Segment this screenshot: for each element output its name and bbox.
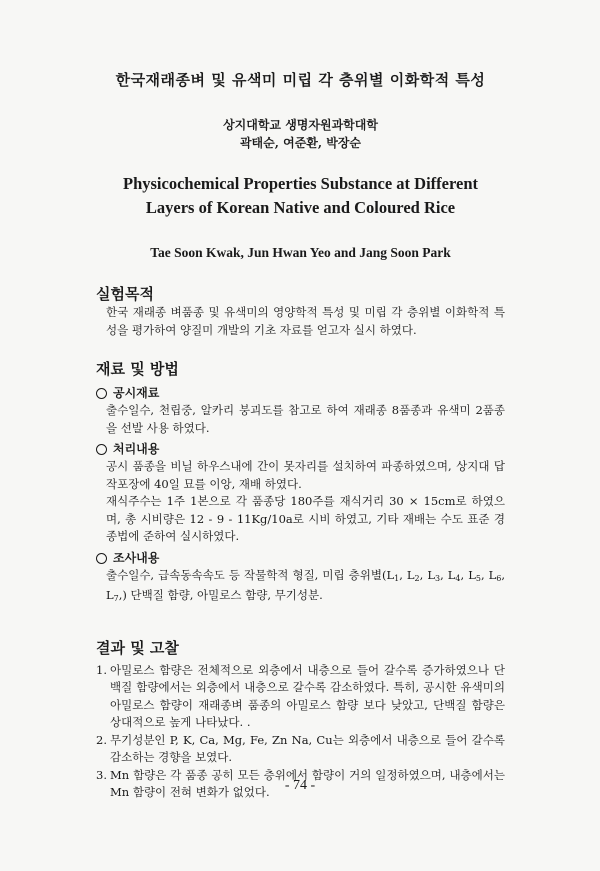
survey-block [96, 550, 505, 608]
title-english-line1: Physicochemical Properties Substance at Different [123, 174, 478, 193]
results-heading: 결과 및 고찰 [96, 638, 179, 657]
section-results [96, 638, 505, 802]
authors-english: Tae Soon Kwak, Jun Hwan Yeo and Jang Soon Park [150, 245, 451, 260]
survey-text: 출수일수, 급속동속속도 등 작물학적 형질, 미립 층위별($L_1$, $L_2$, $L_3$, $L_4$, $L_5$, $L_6$, $L_7$,) 단백질 함량, 아밀로스 함량, 무기성분. [106, 567, 506, 603]
purpose-text: 한국 재래종 벼품종 및 유색미의 영양학적 특성 및 미립 각 층위별 이화학적 특성을 평가하여 양질미 개발의 기초 자료를 얻고자 실시 하였다. [106, 305, 505, 337]
purpose-heading: 실험목적 [96, 285, 154, 303]
treatment-block [96, 441, 505, 546]
title-english [96, 172, 505, 220]
list-item: 1. 아밀로스 함량은 전체적으로 외층에서 내층으로 들어 갈수록 증가하였으나 단백질 함량에서는 외층에서 내층으로 갈수록 감소하였다. 특히, 공시한 유색미의 아밀로스 함량이 재래종벼 품종의 아밀로스 함량 보다 낮았고, 단백질 함량은 상대적으로 높게 나타났다. . [96, 662, 505, 729]
treatment-text-1: 공시 품종을 비닐 하우스내에 간이 못자리를 설치하여 파종하였으며, 상지대 답작포장에 40일 묘를 이앙, 재배 하였다. [106, 459, 505, 491]
circle-bullet-icon [96, 388, 107, 399]
treatment-heading: 처리내용 [113, 442, 160, 456]
treatment-text-2: 재식주수는 1주 1본으로 각 품종당 180주를 재식거리 30 × 15cm로 하였으며, 총 시비량은 12 - 9 - 11Kg/10a로 시비 하였고, 기타 재배는 수도 표준 경종법에 준하여 실시하였다. [106, 494, 505, 543]
circle-bullet-icon [96, 553, 107, 564]
authors-korean: 곽태순, 여준환, 박장순 [239, 136, 362, 150]
title-korean: 한국재래종벼 및 유색미 미립 각 층위별 이화학적 특성 [115, 71, 486, 89]
section-purpose [96, 284, 505, 339]
list-item: 3. Mn 함량은 각 품종 공히 모든 층위에서 함량이 거의 일정하였으며, 내층에서는 Mn 함량이 전혀 변화가 없었다. [96, 767, 505, 799]
methods-heading: 재료 및 방법 [96, 360, 179, 378]
affiliation: 상지대학교 생명자원과학대학 [223, 118, 378, 132]
section-methods [96, 359, 505, 608]
list-item: 2. 무기성분인 P, K, Ca, Mg, Fe, Zn Na, Cu는 외층에서 내층으로 들어 갈수록 감소하는 경향을 보였다. [96, 732, 505, 764]
page-number: - 74 - [284, 778, 316, 793]
materials-block [96, 385, 505, 437]
materials-text: 출수일수, 천립중, 알카리 붕괴도를 참고로 하여 재래종 8품종과 유색미 2품종을 선발 사용 하였다. [106, 403, 505, 435]
title-english-line2: Layers of Korean Native and Coloured Rice [145, 198, 456, 217]
circle-bullet-icon [96, 444, 107, 455]
survey-heading: 조사내용 [113, 550, 160, 565]
materials-heading: 공시재료 [113, 386, 160, 400]
